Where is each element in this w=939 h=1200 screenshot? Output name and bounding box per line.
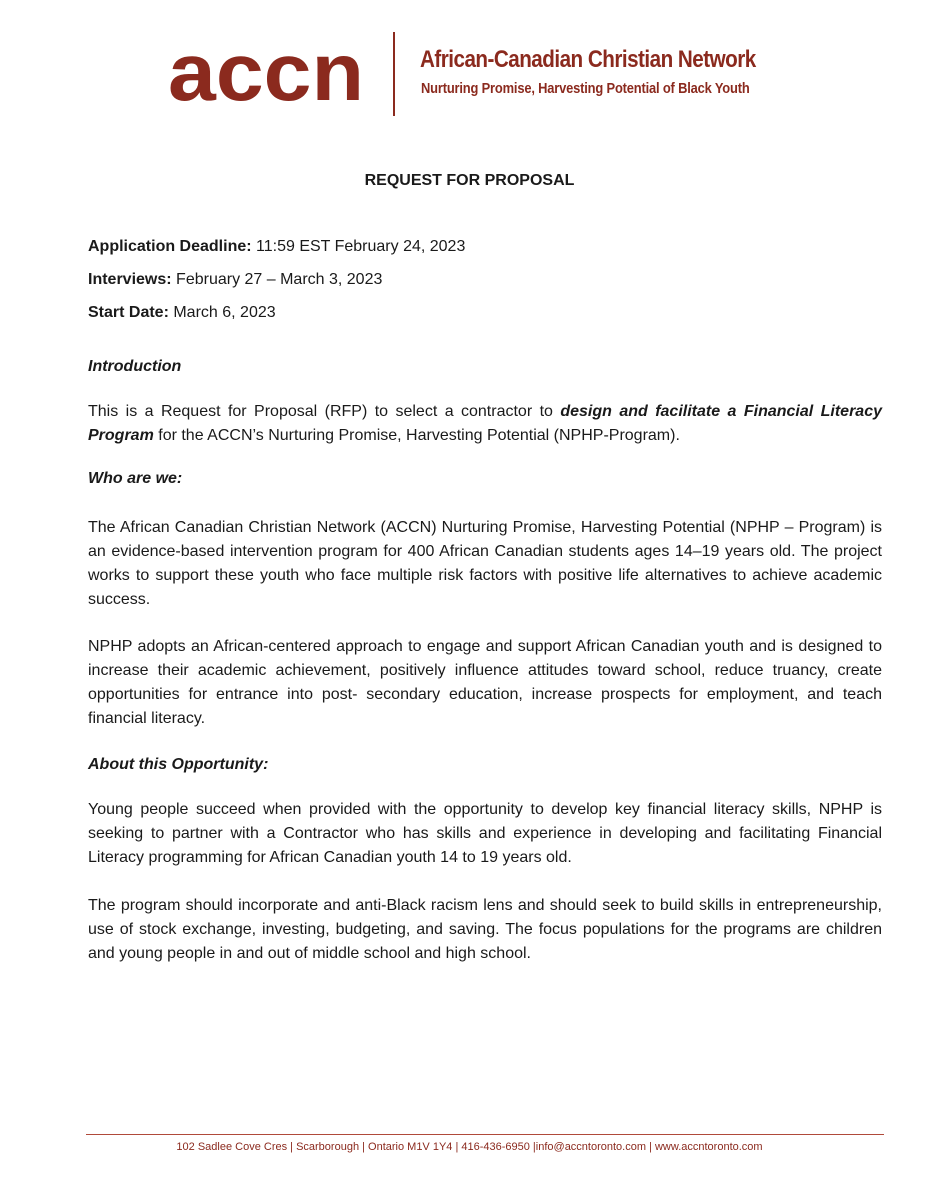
intro-text-end: for the ACCN’s Nurturing Promise, Harvesting Potential (NPHP-Program). — [153, 427, 680, 444]
introduction-heading: Introduction — [88, 358, 182, 375]
footer-contact: 102 Sadlee Cove Cres | Scarborough | Ontario M1V 1Y4 | 416-436-6950 |info@accntoronto.com | www.accntoronto.com — [176, 1141, 763, 1153]
who-are-we-heading: Who are we: — [88, 470, 183, 487]
deadline-value: 11:59 EST February 24, 2023 — [251, 238, 466, 255]
org-tagline: Nurturing Promise, Harvesting Potential of Black Youth — [421, 80, 750, 97]
about-opportunity-paragraph-1: Young people succeed when provided with the opportunity to develop key financial literacy skills, NPHP is seeking to partner with a Contractor who has skills and experience in developing and facilitating Financial Literacy programming for African Canadian youth 14 to 19 years old. — [88, 801, 882, 866]
start-label: Start Date: — [88, 304, 169, 321]
intro-text-start: This is a Request for Proposal (RFP) to select a contractor to — [88, 403, 561, 420]
interviews-label: Interviews: — [88, 271, 172, 288]
start-date — [88, 304, 276, 322]
deadline-label: Application Deadline: — [88, 238, 252, 255]
logo-text: accn — [168, 44, 364, 106]
org-name: African-Canadian Christian Network — [420, 46, 756, 73]
interviews-value: February 27 – March 3, 2023 — [171, 271, 383, 288]
accn-logo — [168, 44, 364, 106]
document-title: REQUEST FOR PROPOSAL — [364, 172, 575, 189]
header-divider — [393, 32, 395, 116]
who-are-we-paragraph-1: The African Canadian Christian Network (ACCN) Nurturing Promise, Harvesting Potential (NPHP – Program) is an evidence-based intervention program for 400 African Canadian students ages 14–19 years old. The project works to support these youth who face multiple risk factors with positive life alternatives to achieve academic success. — [88, 519, 882, 608]
about-opportunity-paragraph-2: The program should incorporate and anti-Black racism lens and should seek to build skills in entrepreneurship, use of stock exchange, investing, budgeting, and saving. The focus populations for the programs are children and young people in and out of middle school and high school. — [88, 897, 882, 962]
footer-divider — [86, 1134, 884, 1135]
intro-emphasis: design and facilitate a Financial Literacy Program — [88, 403, 882, 444]
interviews — [88, 271, 382, 289]
start-value: March 6, 2023 — [168, 304, 276, 321]
who-are-we-paragraph-2: NPHP adopts an African-centered approach to engage and support African Canadian youth and is designed to increase their academic achievement, positively influence attitudes toward school, reduce truancy, create opportunities for entrance into post- secondary education, increase prospects for employment, and teach financial literacy. — [88, 638, 882, 727]
application-deadline — [88, 238, 465, 256]
introduction-paragraph — [88, 400, 882, 448]
about-opportunity-heading: About this Opportunity: — [88, 756, 269, 773]
